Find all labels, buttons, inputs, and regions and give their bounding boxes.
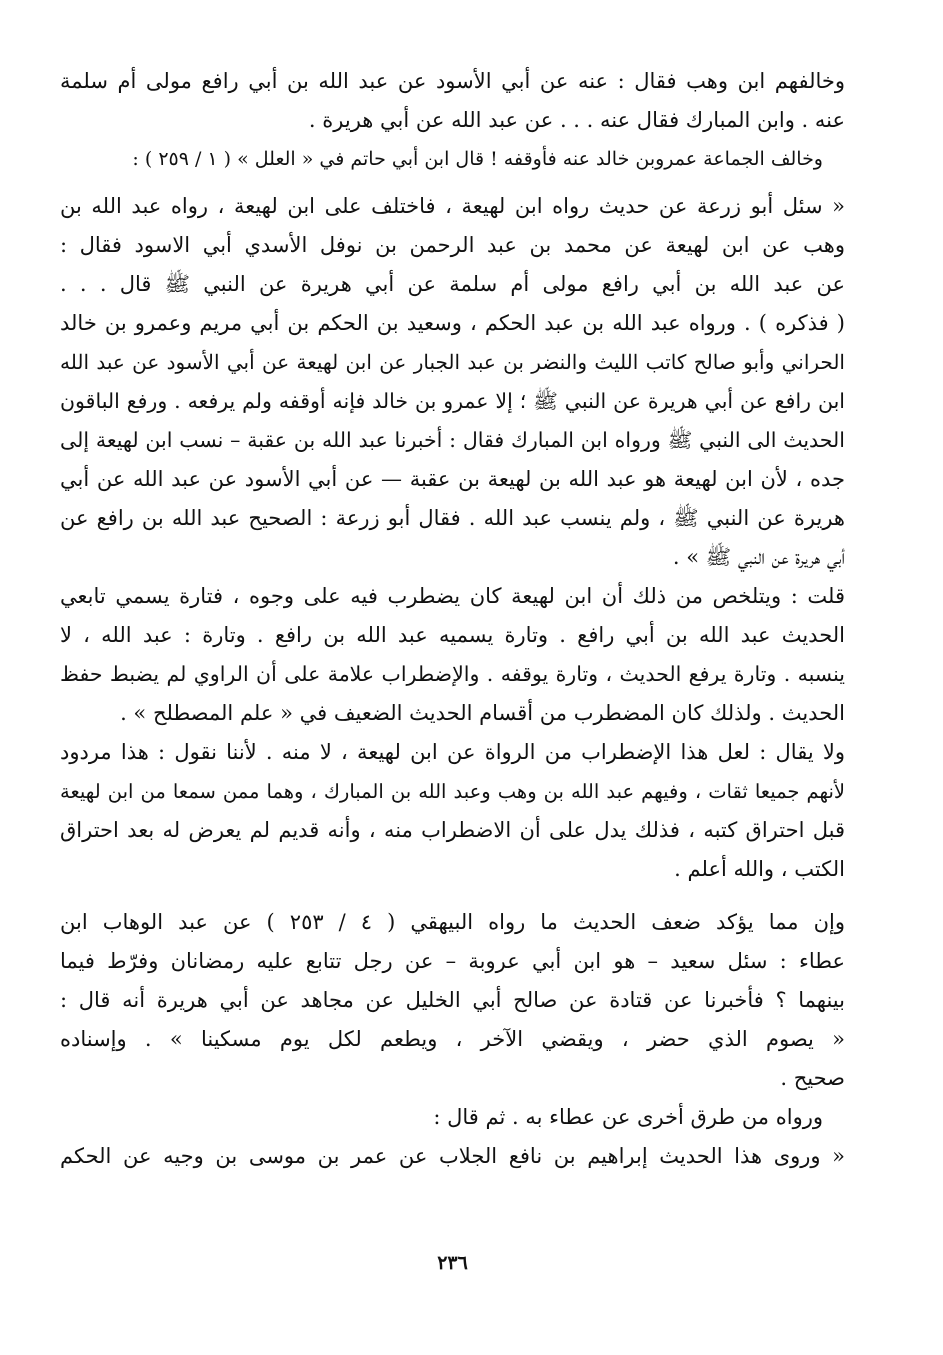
text-line: ابن رافع عن أبي هريرة عن النبي ﷺ ؛ إلا عمرو بن خالد فإنه أوقفه ولم يرفعه . ورفع الباقون [60, 389, 845, 413]
text-line: قلت : ويتلخص من ذلك أن ابن لهيعة كان يضطرب فيه على وجوه ، فتارة يسمي تابعي [60, 584, 845, 608]
book-page [60, 62, 845, 1302]
text-line: وخالف الجماعة عمروبن خالد عنه فأوقفه ! قال ابن أبي حاتم في « العلل » ( ١ / ٢٥٩ ) : [132, 148, 823, 170]
paragraph-other-routes [60, 1098, 845, 1137]
text-line: الحديث عبد الله بن أبي رافع . وتارة يسميه عبد الله بن رافع . وتارة : عبد الله ، لا [60, 623, 845, 647]
quote-abu-zurah [60, 187, 845, 577]
text-line: عن عبد الله بن أبي رافع مولى أم سلمة عن أبي هريرة عن النبي ﷺ قال . . . [60, 272, 845, 296]
paragraph-qultu [60, 577, 845, 733]
text-line: وإن مما يؤكد ضعف الحديث ما رواه البيهقي ( ٤ / ٢٥٣ ) عن عبد الوهاب ابن [60, 910, 845, 934]
text-line: ولا يقال : لعل هذا الإضطراب من الرواة عن ابن لهيعة ، لا منه . لأننا نقول : هذا مردود [60, 740, 845, 764]
text-line: الحديث الى النبي ﷺ ورواه ابن المبارك فقال : أخبرنا عبد الله بن عقبة – نسب ابن لهيعة إلى [60, 428, 845, 452]
paragraph-amr-ibn-khalid [60, 140, 845, 179]
paragraph-ibrahim-ibn-nafi [60, 1137, 845, 1176]
text-line: أبي هريرة عن النبي ﷺ » . [672, 545, 845, 569]
text-line: صحيح . [780, 1066, 845, 1090]
text-line: وهب عن ابن لهيعة عن محمد بن عبد الرحمن بن نوفل الأسدي أبي الاسود فقال : [60, 233, 845, 257]
text-line: عطاء : سئل سعيد – هو ابن أبي عروبة – عن رجل تتابع عليه رمضانان وفرّط فيما [60, 949, 845, 973]
text-line: ( فذكره ) . ورواه عبد الله بن عبد الحكم ، وسعيد بن الحكم بن أبي مريم وعمرو بن خالد [60, 311, 845, 335]
paragraph-la-yuqal [60, 733, 845, 889]
paragraph-ibn-wahb [60, 62, 845, 140]
text-line: لأنهم جميعا ثقات ، وفيهم عبد الله بن وهب وعبد الله بن المبارك ، وهما ممن سمعا من ابن لهيعة [60, 780, 845, 803]
text-line: جده ، لأن ابن لهيعة هو عبد الله بن لهيعة بن عقبة — عن أبي الأسود عن عبد الله عن أبي [60, 467, 845, 491]
text-line: هريرة عن النبي ﷺ ، ولم ينسب عبد الله . فقال أبو زرعة : الصحيح عبد الله بن رافع عن [60, 506, 845, 530]
text-line: ورواه من طرق أخرى عن عطاء به . ثم قال : [433, 1105, 823, 1129]
text-line: ينسبه . وتارة يرفع الحديث ، وتارة يوقفه . والإضطراب علامة على أن الراوي لم يضبط حفظ [60, 662, 845, 686]
paragraph-bayhaqi [60, 903, 845, 1098]
text-line: وخالفهم ابن وهب فقال : عنه عن أبي الأسود عن عبد الله بن أبي رافع مولى أم سلمة [60, 69, 845, 93]
text-line: قبل احتراق كتبه ، فذلك يدل على أن الاضطراب منه ، وأنه قديم لم يعرض له بعد احتراق [60, 818, 845, 842]
text-line: « سئل أبو زرعة عن حديث رواه ابن لهيعة ، فاختلف على ابن لهيعة ، رواه عبد الله بن [60, 194, 845, 218]
page-number: ٢٣٦ [437, 1252, 468, 1274]
text-line: الحديث . ولذلك كان المضطرب من أقسام الحديث الضعيف في « علم المصطلح » . [120, 701, 845, 725]
text-line: الكتب ، والله أعلم . [674, 857, 845, 881]
text-line: الحراني وأبو صالح كاتب الليث والنضر بن عبد الجبار عن ابن لهيعة عن أبي الأسود عن عبد الله [60, 350, 845, 374]
text-line: « يصوم الذي حضر ، ويقضي الآخر ، ويطعم لكل يوم مسكينا » . وإسناده [60, 1027, 845, 1051]
text-line: عنه . وابن المبارك فقال عنه . . . عن عبد الله عن أبي هريرة . [308, 108, 845, 132]
text-line: « وروى هذا الحديث إبراهيم بن نافع الجلاب عن عمر بن موسى بن وجيه عن الحكم [60, 1144, 845, 1168]
text-line: بينهما ؟ فأخبرنا عن قتادة عن صالح أبي الخليل عن مجاهد عن أبي هريرة أنه قال : [60, 988, 845, 1012]
